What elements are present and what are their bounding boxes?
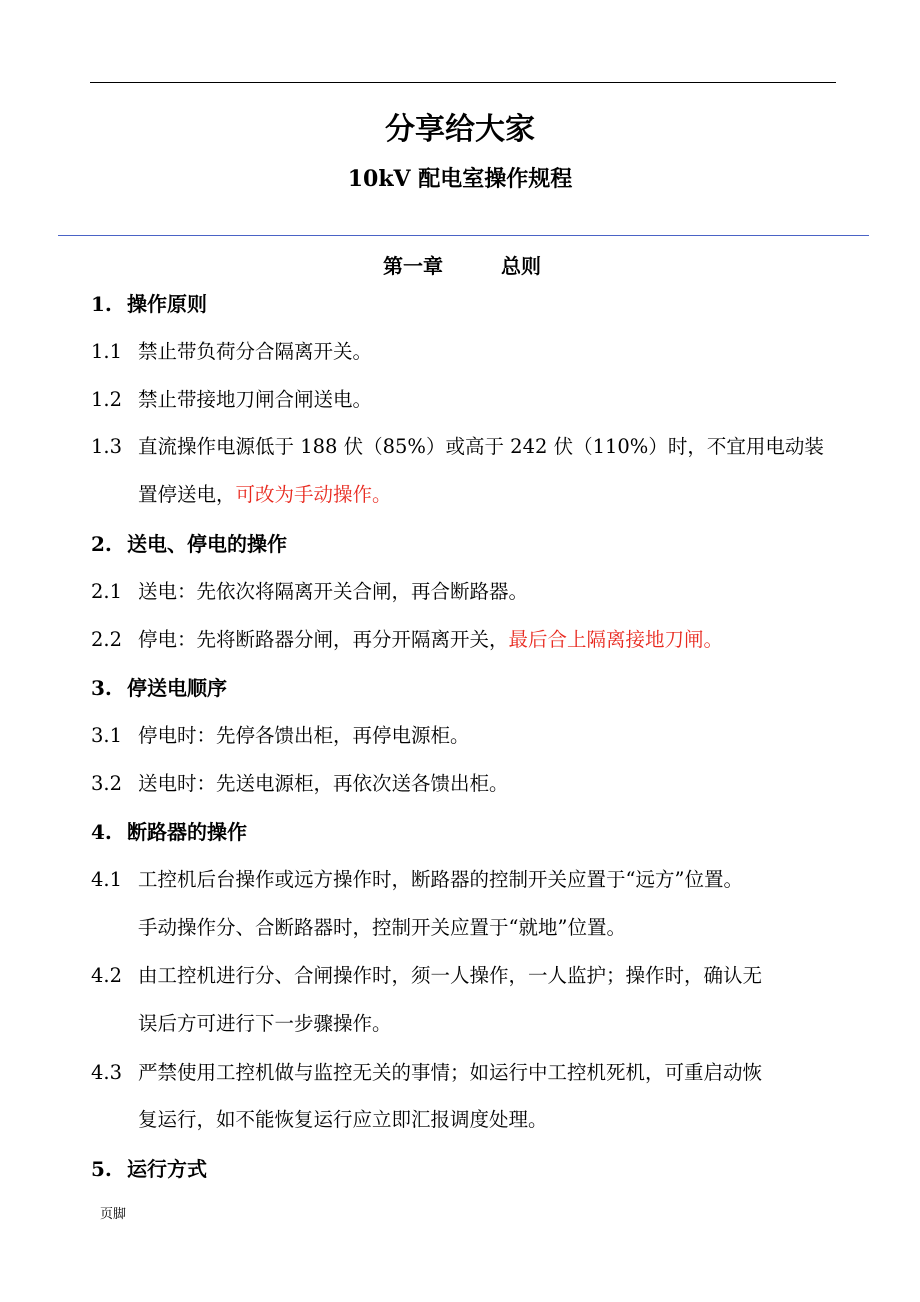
section-number: 5.	[91, 1157, 112, 1181]
section-title: 运行方式	[127, 1157, 207, 1181]
item-number: 4.1	[91, 868, 123, 891]
item-number: 4.3	[91, 1061, 123, 1084]
chapter-heading	[383, 252, 541, 280]
item-text: 禁止带负荷分合隔离开关。	[138, 340, 373, 363]
section-title: 停送电顺序	[127, 676, 227, 700]
item-continuation	[138, 481, 392, 509]
list-item	[91, 626, 837, 654]
chapter-title: 总则	[501, 254, 541, 278]
section-heading	[91, 290, 207, 318]
item-continuation	[138, 1010, 392, 1038]
continuation-text: 误后方可进行下一步骤操作。	[138, 1012, 392, 1035]
item-text: 送电：先依次将隔离开关合闸，再合断路器。	[138, 580, 529, 603]
section-heading	[91, 1155, 207, 1183]
list-item	[91, 722, 837, 750]
section-heading	[91, 530, 287, 558]
section-number: 3.	[91, 676, 112, 700]
section-number: 2.	[91, 532, 112, 556]
section-heading	[91, 818, 247, 846]
page-footer: 页脚	[100, 1207, 127, 1222]
list-item	[91, 866, 837, 894]
item-continuation	[138, 914, 626, 942]
list-item	[91, 1059, 837, 1087]
list-item	[91, 770, 837, 798]
section-title: 操作原则	[127, 292, 207, 316]
list-item	[91, 433, 837, 461]
section-title: 送电、停电的操作	[127, 532, 287, 556]
header-rule	[90, 82, 836, 83]
list-item	[91, 386, 837, 414]
item-continuation	[138, 1106, 548, 1134]
share-title: 分享给大家	[385, 112, 535, 147]
item-number: 2.2	[91, 628, 123, 651]
item-text: 停电时：先停各馈出柜，再停电源柜。	[138, 724, 470, 747]
item-text: 停电：先将断路器分闸，再分开隔离开关，	[138, 628, 509, 651]
item-text: 禁止带接地刀闸合闸送电。	[138, 388, 373, 411]
item-text: 直流操作电源低于 188 伏（85%）或高于 242 伏（110%）时，不宜用电动装	[138, 435, 824, 458]
section-title: 断路器的操作	[127, 820, 247, 844]
section-number: 4.	[91, 820, 112, 844]
continuation-text: 置停送电，	[138, 483, 236, 506]
item-number: 2.1	[91, 580, 123, 603]
item-number: 4.2	[91, 964, 123, 987]
document-title: 10kV 配电室操作规程	[347, 166, 573, 192]
item-text: 严禁使用工控机做与监控无关的事情；如运行中工控机死机，可重启动恢	[138, 1061, 763, 1084]
list-item	[91, 578, 837, 606]
item-number: 3.2	[91, 772, 123, 795]
item-text: 送电时：先送电源柜，再依次送各馈出柜。	[138, 772, 509, 795]
item-text: 工控机后台操作或远方操作时，断路器的控制开关应置于“远方”位置。	[138, 868, 743, 891]
list-item	[91, 338, 837, 366]
item-text: 由工控机进行分、合闸操作时，须一人操作，一人监护；操作时，确认无	[138, 964, 763, 987]
continuation-text: 手动操作分、合断路器时，控制开关应置于“就地”位置。	[138, 916, 626, 939]
title-divider	[58, 235, 869, 236]
section-number: 1.	[91, 292, 112, 316]
chapter-label: 第一章	[383, 254, 443, 278]
highlight-text: 可改为手动操作。	[235, 483, 392, 506]
continuation-text: 复运行，如不能恢复运行应立即汇报调度处理。	[138, 1108, 548, 1131]
section-heading	[91, 674, 227, 702]
list-item	[91, 962, 837, 990]
item-number: 1.1	[91, 340, 123, 363]
item-number: 1.2	[91, 388, 123, 411]
item-number: 3.1	[91, 724, 123, 747]
highlight-text: 最后合上隔离接地刀闸。	[508, 628, 724, 651]
item-number: 1.3	[91, 435, 123, 458]
